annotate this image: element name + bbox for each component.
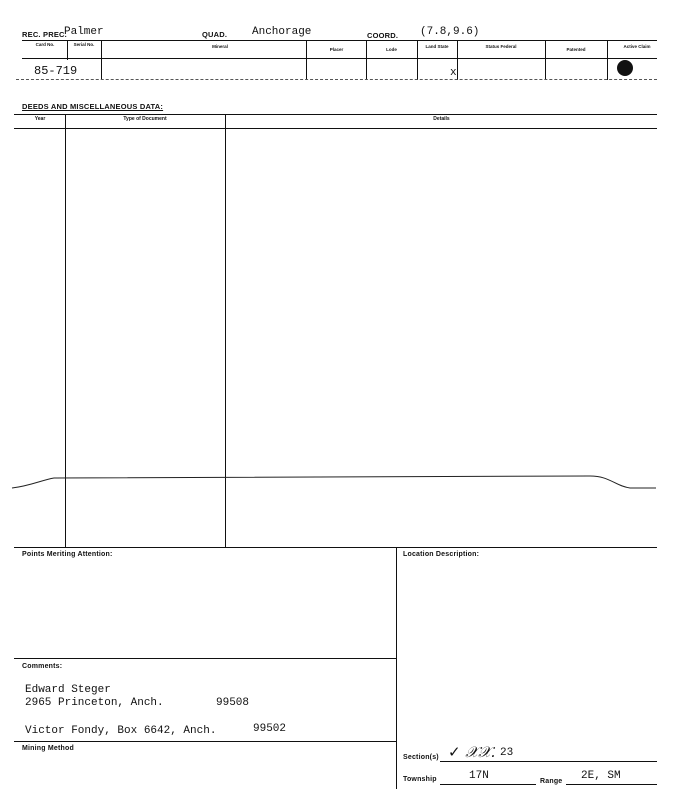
placer-header: Placer [329, 47, 344, 52]
comments-bottom-rule [14, 741, 397, 742]
coord-value: (7.8,9.6) [420, 26, 480, 38]
comments-line-3: Victor Fondy, Box 6642, Anch. [25, 725, 217, 737]
land-state-header: Land State [425, 44, 449, 49]
sections-handwritten-mark: ✓ 𝒳𝒳. [448, 743, 496, 761]
sections-value: 23 [500, 747, 514, 759]
points-meriting-attention-label: Points Meriting Attention: [22, 551, 113, 558]
deeds-bottom-rule [14, 547, 657, 548]
patented-header: Patented [566, 47, 586, 52]
lower-vertical-divider [396, 547, 397, 789]
comments-line-2: 2965 Princeton, Anch. [25, 697, 164, 709]
type-of-document-header: Type of Document [123, 116, 167, 122]
lode-header: Lode [386, 47, 397, 52]
comments-label: Comments: [22, 663, 63, 670]
card-no-header: Card No. [35, 42, 55, 47]
comments-line-3-zip: 99502 [253, 723, 287, 735]
header-mid-rule [22, 58, 657, 59]
fold-line [10, 470, 660, 494]
coord-label: COORD. [367, 31, 399, 40]
punch-hole [617, 60, 633, 76]
year-header: Year [34, 116, 46, 122]
card-no-value: 85-719 [34, 64, 78, 78]
sections-label: Section(s) [403, 754, 439, 761]
rec-prec-label: REC. PREC. [22, 30, 67, 39]
sections-underline [440, 761, 657, 762]
land-state-mark: x [450, 67, 457, 79]
deeds-section-title: DEEDS AND MISCELLANEOUS DATA: [22, 102, 164, 111]
range-label: Range [540, 778, 563, 785]
mineral-header: Mineral [212, 44, 228, 49]
deeds-header-rule [14, 128, 657, 129]
range-underline [566, 784, 657, 785]
header-bottom-rule [16, 79, 657, 80]
details-header: Details [433, 116, 450, 122]
deeds-top-rule [14, 114, 657, 115]
location-description-label: Location Description: [403, 551, 480, 558]
range-value: 2E, SM [581, 770, 621, 782]
header-top-rule [22, 40, 657, 41]
township-label: Township [403, 776, 437, 783]
points-bottom-rule [14, 658, 397, 659]
status-federal-header: Status Federal [485, 44, 517, 49]
township-value: 17N [469, 770, 489, 782]
comments-line-1: Edward Steger [25, 684, 111, 696]
quad-label: QUAD. [202, 30, 228, 39]
rec-prec-value: Palmer [64, 26, 104, 38]
active-claim-header: Active Claim [623, 44, 651, 49]
serial-no-header: Serial No. [73, 42, 95, 47]
quad-value: Anchorage [252, 26, 312, 38]
comments-line-2-zip: 99508 [216, 697, 250, 709]
mining-method-label: Mining Method [22, 745, 74, 752]
township-underline [440, 784, 536, 785]
